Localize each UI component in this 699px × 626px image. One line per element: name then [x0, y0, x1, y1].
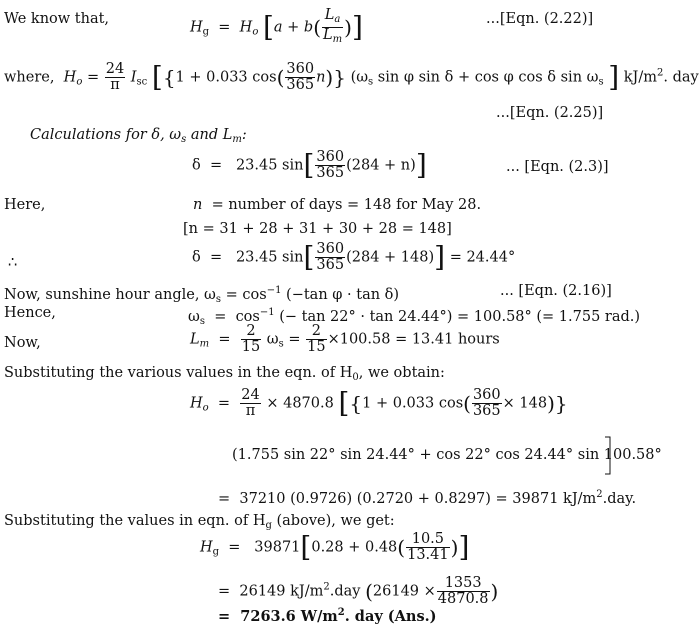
sunshine-line: Now, sunshine hour angle, $\omega_s = \cos^{-1} (-\tan$ φ · tan δ): [4, 285, 400, 305]
eq-h0-formula: where, $H_o$ = $\frac{24}{\pi}$ $I_{sc}$ [{1 + 0.033 cos( $\frac{360}{365}$ n)} ($\omega_s$ sin φ sin δ + cos φ cos δ $\sin \omega_s$ ] $kJ/m^2$. day: [4, 60, 699, 94]
h0-calc2-bracket: [604, 436, 614, 476]
hg-answer: = 7263.6 $W/m^2$. day (Ans.): [218, 607, 437, 625]
sum-line: [n = 31 + 28 + 31 + 30 + 28 = 148]: [183, 221, 452, 237]
here-label: Here,: [4, 197, 46, 213]
hence-formula: $\omega_s = \cos^{-1}$ (− tan 22° · tan 24.44°) = 100.58° (= 1.755 rad.): [188, 307, 641, 327]
eq-hg-line: [4, 10, 109, 28]
eq-delta-ref: ... [Eqn. (2.3)]: [506, 159, 609, 175]
eq-delta-val: δ = 23.45 sin[ $\frac{360}{365}$ (284 + 148)] = 24.44°: [192, 240, 516, 274]
subst-hg-line: Substituting the values in eqn. of $H_g$ (above), we get:: [4, 513, 395, 531]
eq-hg-formula: $H_g = H_o$ [a + b( $\frac{L_a}{L_m}$ )]: [190, 7, 363, 45]
therefore-sym: ∴: [8, 255, 18, 271]
eq-delta: δ = 23.45 sin[ $\frac{360}{365}$ (284 + n)]: [192, 148, 427, 182]
eq-hg-intro: We know that,: [4, 11, 110, 27]
hg-result1: = 26149 $kJ/m^2.day$ (26149 × $\frac{1353}{4870.8}$ ): [218, 575, 499, 607]
subst-h0-line: Substituting the various values in the eqn. of $H_0$, we obtain:: [4, 365, 445, 383]
eq-hg-fraction: $\frac{L_a}{L_m}$: [323, 7, 343, 45]
now-lm-formula: $L_m$ = $\frac{2}{15}$ $\omega_s$ = $\frac{2}{15}$ ×100.58 = 13.41 hours: [190, 323, 500, 355]
hg-calc: $H_g$ = 39871[0.28 + 0.48( $\frac{10.5}{13.41}$ )]: [200, 530, 470, 564]
hence-label: Hence,: [4, 305, 56, 321]
eq-h0-ref: ...[Eqn. (2.25)]: [496, 105, 604, 121]
calc-heading: Calculations for δ, $\omega_s$ and $L_m$:: [30, 127, 247, 145]
h0-calc2: (1.755 sin 22° sin 24.44° + cos 22° cos 24.44° sin 100.58°: [232, 447, 662, 463]
here-def: n = number of days = 148 for May 28.: [193, 197, 482, 213]
h0-calc: $H_o$ = $\frac{24}{\pi}$ × 4870.8 [{1 + 0.033 cos( $\frac{360}{365}$ × 148)}: [190, 386, 568, 420]
eq-hg-ref: ...[Eqn. (2.22)]: [486, 11, 594, 27]
now-label: Now,: [4, 335, 41, 351]
eq-h0-frac-24pi: $\frac{24}{\pi}$: [105, 61, 125, 93]
h0-result: = 37210 (0.9726) (0.2720 + 0.8297) = 39871 $kJ/m^2.day$.: [218, 489, 637, 507]
eq-h0-frac-360: $\frac{360}{365}$: [286, 61, 315, 93]
sunshine-ref: ... [Eqn. (2.16)]: [500, 283, 612, 299]
